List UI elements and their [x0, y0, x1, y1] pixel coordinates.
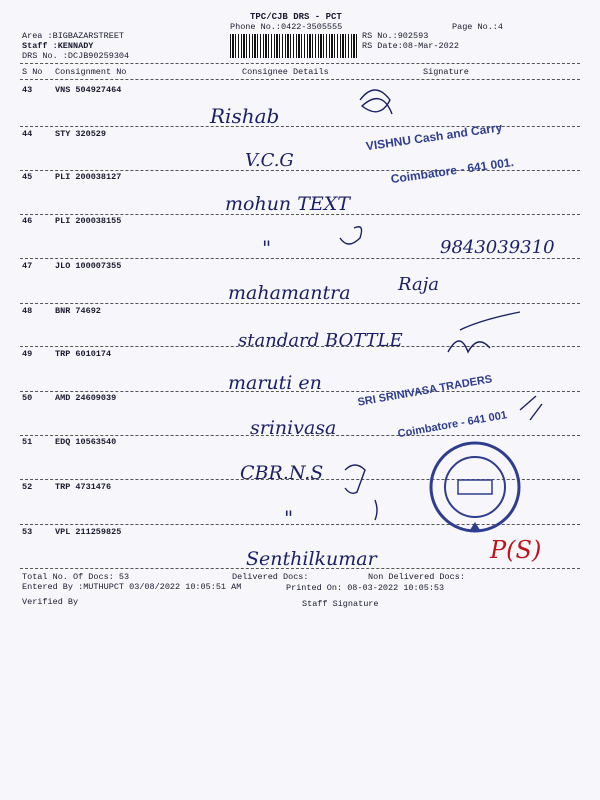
verified-by: Verified By [22, 597, 79, 607]
row-consignment: STY 320529 [55, 129, 107, 139]
row-consignment: JLO 100007355 [55, 261, 122, 271]
row-sno: 51 [22, 437, 33, 447]
row-consignment: BNR 74692 [55, 306, 101, 316]
row-consignment: PLI 200038127 [55, 172, 122, 182]
row-sno: 48 [22, 306, 33, 316]
row-consignment: PLI 200038155 [55, 216, 122, 226]
row-consignment: VNS 504927464 [55, 85, 122, 95]
row-sno: 49 [22, 349, 33, 359]
row-consignee-name: " [262, 236, 272, 260]
row-sno: 44 [22, 129, 33, 139]
row-consignee-name: standard BOTTLE [238, 330, 403, 351]
row-sno: 47 [22, 261, 33, 271]
page-number: Page No.:4 [452, 22, 504, 32]
col-consignee: Consignee Details [242, 67, 329, 77]
row-sno: 50 [22, 393, 33, 403]
row-consignee-name: Rishab [210, 104, 280, 128]
printed-on: Printed On: 08-03-2022 10:05:53 [286, 583, 445, 593]
row-consignment: TRP 6010174 [55, 349, 112, 359]
row-sno: 46 [22, 216, 33, 226]
srinivasa-stamp-line2: Coimbatore - 641 001 [396, 409, 508, 441]
row-consignee-name: Senthilkumar [246, 548, 377, 570]
drs-number: DRS No. :DCJB90259304 [22, 51, 130, 61]
row-consignee-name: CBR.N.S [240, 462, 324, 484]
vishnu-stamp-line1: VISHNU Cash and Carry [365, 120, 504, 154]
row-consignment: VPL 211259825 [55, 527, 122, 537]
handwritten-phone: 9843039310 [440, 237, 555, 258]
handwritten-raja: Raja [398, 274, 440, 295]
total-docs: Total No. Of Docs: 53 [22, 572, 130, 582]
row-sno: 45 [22, 172, 33, 182]
entered-by: Entered By :MUTHUPCT 03/08/2022 10:05:51 AM [22, 582, 242, 592]
round-seal [428, 440, 522, 534]
phone-number: Phone No.:0422-3505555 [230, 22, 343, 32]
rs-date: RS Date:08-Mar-2022 [362, 41, 459, 51]
col-consignment: Consignment No [55, 67, 127, 77]
row-consignee-name: srinivasa [250, 417, 337, 439]
non-delivered-docs: Non Delivered Docs: [368, 572, 465, 582]
row-sno: 43 [22, 85, 33, 95]
area-label: Area :BIGBAZARSTREET [22, 31, 125, 41]
rs-number: RS No.:902593 [362, 31, 429, 41]
row-consignee-name: maruti en [228, 372, 322, 394]
handwritten-pls: P(S) [490, 536, 542, 564]
row-consignee-name: V.C.G [245, 150, 294, 171]
col-signature: Signature [423, 67, 469, 77]
row-consignee-name: mahamantra [228, 282, 351, 304]
document-title: TPC/CJB DRS - PCT [250, 12, 342, 22]
row-consignment: TRP 4731476 [55, 482, 112, 492]
row-sno: 53 [22, 527, 33, 537]
col-sno: S No [22, 67, 43, 77]
vishnu-stamp-line2: Coimbatore - 641 001. [389, 154, 515, 187]
staff-signature: Staff Signature [302, 599, 379, 609]
row-consignee-name: mohun TEXT [225, 193, 350, 215]
delivered-docs: Delivered Docs: [232, 572, 309, 582]
row-consignment: EDQ 10563540 [55, 437, 117, 447]
staff-label: Staff :KENNADY [22, 41, 94, 51]
row-consignee-name: " [284, 506, 294, 530]
srinivasa-stamp-line1: SRI SRINIVASA TRADERS [356, 373, 494, 409]
row-sno: 52 [22, 482, 33, 492]
row-consignment: AMD 24609039 [55, 393, 117, 403]
